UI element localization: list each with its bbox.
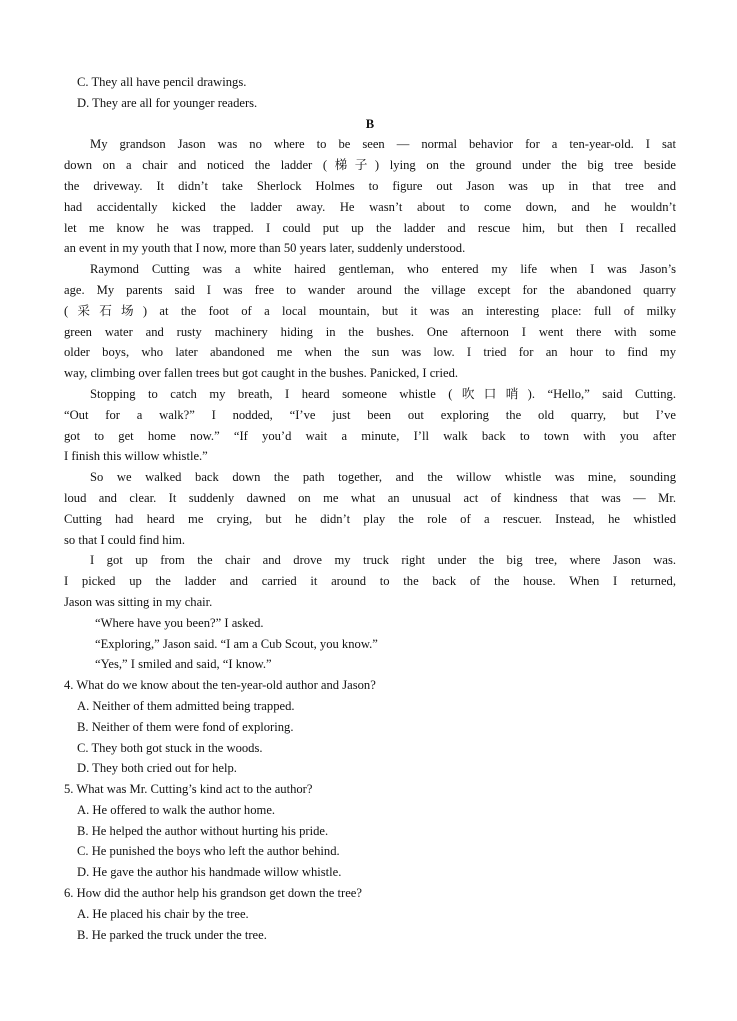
question-stem: 4. What do we know about the ten-year-old author and Jason? [64, 678, 376, 693]
passage-line: Cutting had heard me crying, but he didn’t play the role of a rescuer. Instead, he whistled [64, 511, 676, 526]
question-block [64, 779, 676, 883]
passage-line: older boys, who later abandoned me when the sun was low. I tried for an hour to find my [64, 345, 676, 360]
answer-option: D. They both cried out for help. [77, 761, 237, 776]
passage-line: I got up from the chair and drove my truck right under the big tree, where Jason was. [90, 553, 676, 568]
passage-line: My grandson Jason was no where to be seen — normal behavior for a ten-year-old. I sat [90, 137, 676, 152]
answer-option: A. He offered to walk the author home. [77, 802, 276, 817]
answer-option: D. He gave the author his handmade willow whistle. [77, 865, 342, 880]
passage-line: So we walked back down the path together, and the willow whistle was mine, sounding [90, 470, 676, 485]
passage-line: Raymond Cutting was a white haired gentleman, who entered my life when I was Jason’s [90, 262, 676, 277]
answer-option: C. He punished the boys who left the author behind. [77, 844, 340, 859]
reading-passage [64, 134, 676, 675]
passage-line: “Where have you been?” I asked. [95, 615, 264, 630]
previous-question-options [64, 72, 676, 114]
passage-line: an event in my youth that I now, more than 50 years later, suddenly understood. [64, 241, 466, 256]
passage-line: Jason was sitting in my chair. [64, 594, 213, 609]
answer-option: C. They both got stuck in the woods. [77, 740, 263, 755]
passage-line: got to get home now.” “If you’d wait a minute, I’ll walk back to town with you after [64, 428, 676, 443]
passage-line: I picked up the ladder and carried it around to the back of the house. When I returned, [64, 574, 676, 589]
passage-line: “Yes,” I smiled and said, “I know.” [95, 657, 272, 672]
answer-option: B. He parked the truck under the tree. [77, 927, 267, 942]
question-stem: 6. How did the author help his grandson get down the tree? [64, 886, 362, 901]
option-c: C. They all have pencil drawings. [77, 75, 247, 89]
passage-line: green water and rusty machinery hiding in the bushes. One afternoon I went there with some [64, 324, 676, 339]
question-list [64, 675, 676, 945]
option-d: D. They are all for younger readers. [77, 95, 258, 110]
passage-line: “Out for a walk?” I nodded, “I’ve just been out exploring the old quarry, but I’ve [64, 407, 676, 422]
passage-line: “Exploring,” Jason said. “I am a Cub Scout, you know.” [95, 636, 378, 651]
answer-option: B. He helped the author without hurting his pride. [77, 823, 329, 838]
section-heading: B [365, 116, 375, 131]
passage-line: age. My parents said I was free to wander around the village except for the abandoned quarry [64, 282, 676, 297]
passage-line: had accidentally kicked the ladder away. He wasn’t about to come down, and he wouldn’t [64, 199, 676, 214]
passage-line: down on a chair and noticed the ladder (梯子) lying on the ground under the big tree beside [64, 158, 676, 173]
passage-line: so that I could find him. [64, 532, 186, 547]
passage-line: let me know he was trapped. I could put up the ladder and rescue him, but then I recalled [64, 220, 676, 235]
question-block [64, 675, 676, 779]
passage-line: way, climbing over fallen trees but got caught in the bushes. Panicked, I cried. [64, 366, 459, 381]
exam-page [64, 72, 676, 945]
passage-line: Stopping to catch my breath, I heard someone whistle (吹口哨). “Hello,” said Cutting. [90, 386, 676, 401]
question-block [64, 883, 676, 945]
question-stem: 5. What was Mr. Cutting’s kind act to the author? [64, 782, 313, 797]
passage-line: (采石场) at the foot of a local mountain, but it was an interesting place: full of milky [64, 303, 676, 318]
answer-option: A. Neither of them admitted being trapped. [77, 698, 295, 713]
passage-line: loud and clear. It suddenly dawned on me what an unusual act of kindness that was — Mr. [64, 490, 676, 505]
answer-option: B. Neither of them were fond of exploring. [77, 719, 294, 734]
passage-line: I finish this willow whistle.” [64, 449, 208, 464]
answer-option: A. He placed his chair by the tree. [77, 906, 249, 921]
passage-line: the driveway. It didn’t take Sherlock Holmes to figure out Jason was up in that tree and [64, 178, 676, 193]
